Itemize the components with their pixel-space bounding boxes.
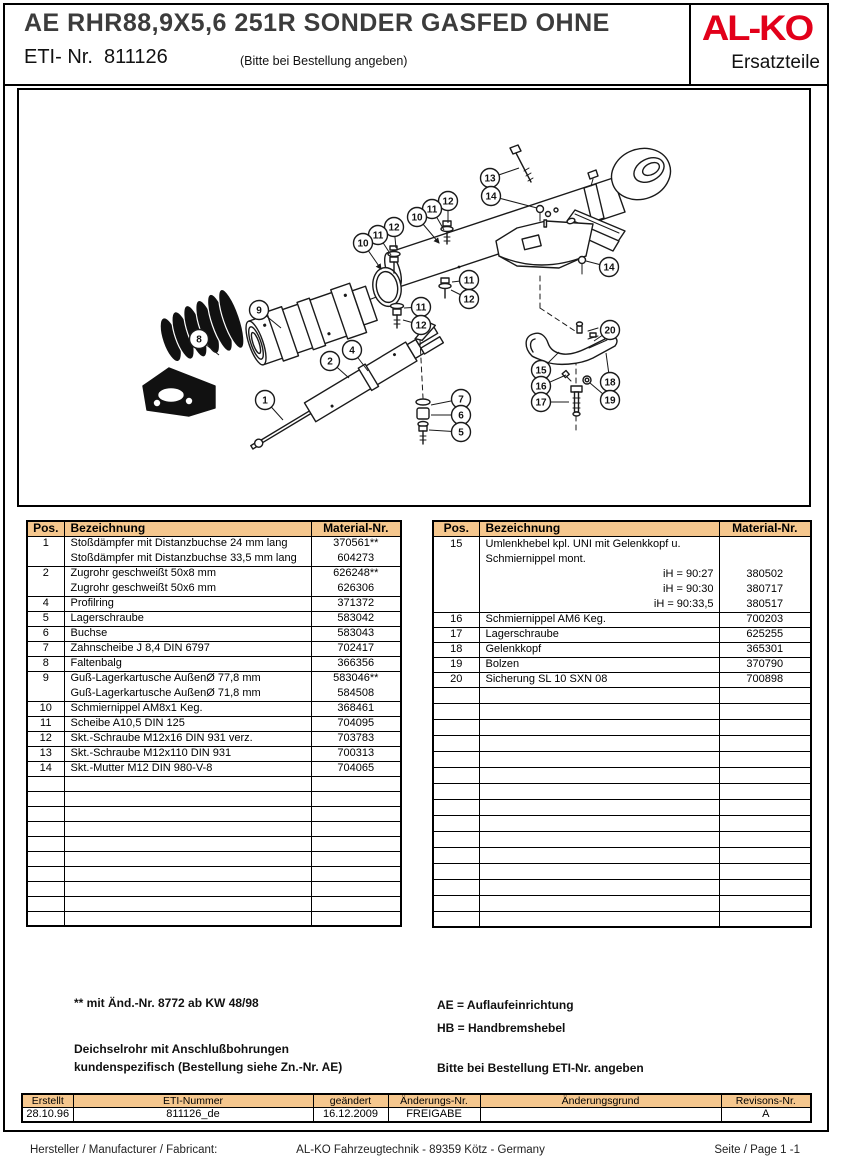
nut-14a xyxy=(537,206,544,213)
nut-19 xyxy=(583,376,591,384)
svg-text:13: 13 xyxy=(484,173,496,185)
fastener-stack-mid-right xyxy=(439,278,451,298)
reversing-lever xyxy=(526,333,617,364)
svg-text:17: 17 xyxy=(535,397,547,409)
svg-text:18: 18 xyxy=(604,377,616,389)
table-row: 10 Schmiernippel AM8x1 Keg. 368461 xyxy=(27,701,401,716)
empty-row xyxy=(433,911,811,927)
table-row: 6 Buchse 583043 xyxy=(27,626,401,641)
empty-row xyxy=(433,831,811,847)
callout-5 xyxy=(429,423,471,442)
bolt-17 xyxy=(571,386,582,416)
header-row xyxy=(27,521,401,536)
page-title: AE RHR88,9X5,6 251R SONDER GASFED OHNE xyxy=(24,9,610,37)
table-row: Zugrohr geschweißt 50x6 mm 626306 xyxy=(27,581,401,596)
callout-14 xyxy=(482,187,538,209)
empty-row xyxy=(433,783,811,799)
svg-text:7: 7 xyxy=(458,394,464,406)
logo-subtitle: Ersatzteile xyxy=(731,52,820,73)
empty-row xyxy=(433,767,811,783)
note-hb-legend: HB = Handbremshebel xyxy=(437,1021,566,1035)
empty-row xyxy=(433,719,811,735)
svg-text:8: 8 xyxy=(196,334,202,346)
empty-row xyxy=(433,799,811,815)
svg-text:19: 19 xyxy=(604,395,616,407)
note-drawbar-2: kundenspezifisch (Bestellung siehe Zn.-Nr. AE) xyxy=(74,1060,343,1074)
callout-17 xyxy=(532,393,570,412)
header-rule xyxy=(3,84,829,86)
callout-12 xyxy=(451,290,479,309)
table-row: 13 Skt.-Schraube M12x110 DIN 931 700313 xyxy=(27,746,401,761)
note-change-number: ** mit Änd.-Nr. 8772 ab KW 48/98 xyxy=(74,996,259,1010)
eti-number-line: ETI- Nr. 811126 xyxy=(24,46,168,68)
svg-text:12: 12 xyxy=(415,320,427,332)
svg-text:11: 11 xyxy=(372,230,384,242)
svg-text:11: 11 xyxy=(426,204,438,216)
logo-divider xyxy=(689,5,691,84)
column-header: ETI-Nummer xyxy=(73,1094,313,1108)
column-header: Änderungs-Nr. xyxy=(388,1094,480,1108)
clamp-screw xyxy=(588,170,598,179)
table-row xyxy=(22,1108,811,1123)
table-row: 18 Gelenkkopf 365301 xyxy=(433,642,811,657)
table-row: 19 Bolzen 370790 xyxy=(433,657,811,672)
safety-clip xyxy=(588,328,598,339)
callout-1 xyxy=(256,391,284,421)
note-drawbar-1: Deichselrohr mit Anschlußbohrungen xyxy=(74,1042,289,1056)
revision-value: 16.12.2009 xyxy=(313,1108,388,1123)
parts-table-right xyxy=(432,520,810,928)
table-row: 4 Profilring 371372 xyxy=(27,596,401,611)
empty-row xyxy=(27,821,401,836)
table-row: 9 Guß-Lagerkartusche AußenØ 77,8 mm 583046** xyxy=(27,671,401,686)
empty-row xyxy=(27,791,401,806)
empty-row xyxy=(27,896,401,911)
table-row: Stoßdämpfer mit Distanzbuchse 33,5 mm lang 604273 xyxy=(27,551,401,566)
table-row: iH = 90:30 380717 xyxy=(433,582,811,597)
column-header: Änderungsgrund xyxy=(480,1094,721,1108)
table-row: 16 Schmiernippel AM6 Keg. 700203 xyxy=(433,612,811,627)
table-row: Guß-Lagerkartusche AußenØ 71,8 mm 584508 xyxy=(27,686,401,701)
exploded-view-drawing xyxy=(19,90,809,505)
empty-row xyxy=(27,911,401,926)
empty-row xyxy=(433,815,811,831)
column-header: geändert xyxy=(313,1094,388,1108)
svg-text:1: 1 xyxy=(262,395,268,407)
empty-row xyxy=(433,895,811,911)
column-header: Erstellt xyxy=(22,1094,73,1108)
svg-text:5: 5 xyxy=(458,427,464,439)
nut-14b xyxy=(579,257,586,264)
svg-text:10: 10 xyxy=(357,238,369,250)
svg-text:12: 12 xyxy=(442,196,454,208)
callout-11 xyxy=(404,298,431,317)
callout-18 xyxy=(601,353,620,392)
empty-row xyxy=(433,751,811,767)
order-note: (Bitte bei Bestellung angeben) xyxy=(240,54,408,68)
column-header: Material-Nr. xyxy=(719,521,811,536)
table-row: 11 Scheibe A10,5 DIN 125 704095 xyxy=(27,716,401,731)
callout-20 xyxy=(594,321,620,342)
empty-row xyxy=(27,866,401,881)
header-row xyxy=(22,1094,811,1108)
column-header: Pos. xyxy=(433,521,479,536)
svg-text:2: 2 xyxy=(327,356,333,368)
lever-nipple xyxy=(577,326,582,333)
empty-row xyxy=(27,836,401,851)
empty-row xyxy=(433,863,811,879)
svg-text:14: 14 xyxy=(603,262,615,274)
callout-12 xyxy=(403,316,431,335)
table-row: 2 Zugrohr geschweißt 50x8 mm 626248** xyxy=(27,566,401,581)
footer-manufacturer-label: Hersteller / Manufacturer / Fabricant: xyxy=(30,1144,218,1156)
table-row: 5 Lagerschraube 583042 xyxy=(27,611,401,626)
revision-value: 811126_de xyxy=(73,1108,313,1123)
fastener-stack-lower xyxy=(391,304,404,329)
table-row: iH = 90:33,5 380517 xyxy=(433,597,811,612)
table-row: 17 Lagerschraube 625255 xyxy=(433,627,811,642)
callout-13 xyxy=(481,168,520,188)
table-row: 8 Faltenbalg 366356 xyxy=(27,656,401,671)
svg-text:15: 15 xyxy=(535,365,547,377)
header-row xyxy=(433,521,811,536)
revision-value: 28.10.96 xyxy=(22,1108,73,1123)
revision-table xyxy=(21,1093,810,1123)
column-header: Pos. xyxy=(27,521,64,536)
alko-logo: AL-KO xyxy=(701,9,813,49)
svg-text:14: 14 xyxy=(485,191,497,203)
svg-text:9: 9 xyxy=(256,305,262,317)
table-row: 1 Stoßdämpfer mit Distanzbuchse 24 mm lang 370561** xyxy=(27,536,401,551)
revision-value: FREIGABE xyxy=(388,1108,480,1123)
callout-4 xyxy=(343,341,369,372)
empty-row xyxy=(27,881,401,896)
svg-text:4: 4 xyxy=(349,345,355,357)
parts-table-left xyxy=(26,520,400,927)
empty-row xyxy=(433,735,811,751)
column-header: Bezeichnung xyxy=(479,521,719,536)
empty-row xyxy=(433,847,811,863)
callout-6 xyxy=(431,406,471,425)
svg-text:11: 11 xyxy=(415,302,427,314)
revision-value xyxy=(480,1108,721,1123)
svg-text:20: 20 xyxy=(604,325,616,337)
empty-row xyxy=(433,879,811,895)
svg-text:12: 12 xyxy=(463,294,475,306)
column-header: Bezeichnung xyxy=(64,521,311,536)
diagram-box xyxy=(17,88,811,507)
empty-row xyxy=(27,806,401,821)
callout-11 xyxy=(452,271,479,290)
svg-text:6: 6 xyxy=(458,410,464,422)
footer-page-number: Seite / Page 1 -1 xyxy=(714,1144,800,1156)
column-header: Revisons-Nr. xyxy=(721,1094,811,1108)
table-row: iH = 90:27 380502 xyxy=(433,567,811,582)
callout-16 xyxy=(532,375,567,396)
svg-text:16: 16 xyxy=(535,381,547,393)
empty-row xyxy=(433,687,811,703)
table-row: 15 Umlenkhebel kpl. UNI mit Gelenkkopf u. Schmiernippel mont. xyxy=(433,536,811,567)
callout-14 xyxy=(586,258,619,277)
svg-text:11: 11 xyxy=(463,275,475,287)
empty-row xyxy=(433,703,811,719)
column-header: Material-Nr. xyxy=(311,521,401,536)
note-ae-legend: AE = Auflaufeinrichtung xyxy=(437,998,574,1012)
table-row: 7 Zahnscheibe J 8,4 DIN 6797 702417 xyxy=(27,641,401,656)
empty-row xyxy=(27,851,401,866)
revision-value: A xyxy=(721,1108,811,1123)
empty-row xyxy=(27,776,401,791)
table-row: 12 Skt.-Schraube M12x16 DIN 931 verz. 703783 xyxy=(27,731,401,746)
table-row: 20 Sicherung SL 10 SXN 08 700898 xyxy=(433,672,811,687)
footer-company: AL-KO Fahrzeugtechnik - 89359 Kötz - Germany xyxy=(296,1144,545,1156)
svg-text:12: 12 xyxy=(388,222,400,234)
note-order-eti: Bitte bei Bestellung ETI-Nr. angeben xyxy=(437,1061,644,1075)
svg-text:10: 10 xyxy=(411,212,423,224)
table-row: 14 Skt.-Mutter M12 DIN 980-V-8 704065 xyxy=(27,761,401,776)
